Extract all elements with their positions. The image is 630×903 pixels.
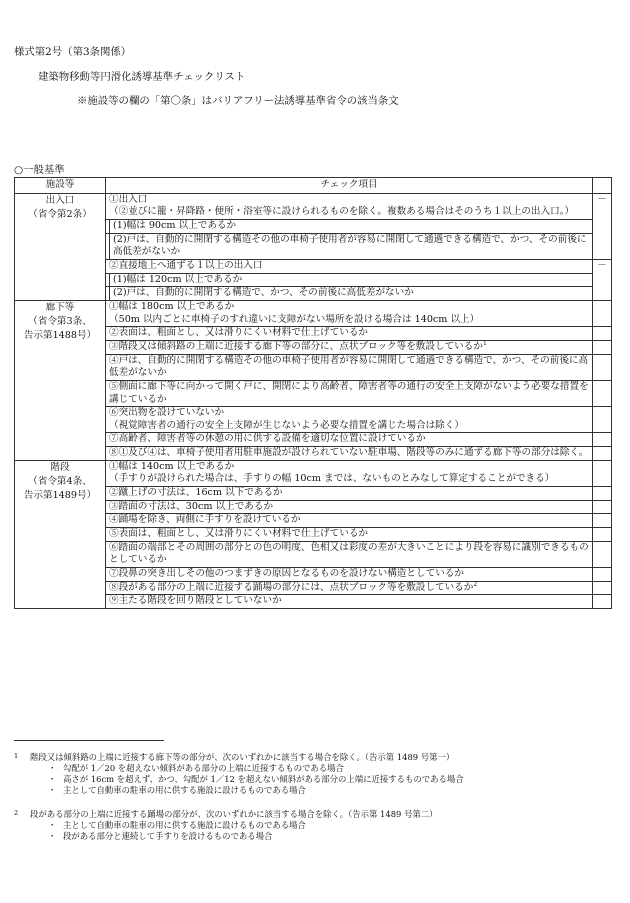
footnote-divider (14, 740, 164, 741)
header-note: ※施設等の欄の「第〇条」はバリアフリー法誘導基準省令の該当条文 (77, 95, 399, 107)
check-item: ①出入口 （②並びに籠・昇降路・便所・浴室等に設けられるものを除く。複数ある場合はそのうち１以上の出入口。） (106, 193, 593, 219)
check-item: ⑥突出物を設けていないか （視覚障害者の通行の安全上支障が生じないよう必要な措置を講じた場合は除く） (106, 407, 593, 433)
column-header-check-items: チェック項目 (106, 178, 593, 194)
check-item: ⑧段がある部分の上端に近接する踊場の部分には、点状ブロック等を敷設しているか$^2$ (106, 581, 593, 595)
column-header-facility: 施設等 (15, 178, 106, 194)
check-item: ②表面は、粗面とし、又は滑りにくい材料で仕上げているか (106, 327, 593, 341)
form-number: 様式第2号（第3条関係） (14, 46, 132, 58)
column-header-mark (593, 178, 612, 194)
facility-corridor: 廊下等 （省令第3条、 告示第1488号） (15, 300, 106, 460)
check-cell[interactable] (593, 407, 612, 433)
check-cell[interactable] (593, 460, 612, 486)
check-item: (2)戸は、自動的に開閉する構造で、かつ、その前後に高低差がないか (106, 287, 593, 301)
check-item: (2)戸は、自動的に開閉する構造その他の車椅子使用者が容易に開閉して通過できる構造で、かつ、その前後に高低差がないか (106, 233, 593, 259)
check-cell[interactable] (593, 595, 612, 609)
footnote-ref: 1 (482, 339, 487, 347)
check-cell[interactable] (593, 514, 612, 528)
check-item: ⑥踏面の端部とその周囲の部分との色の明度、色相又は彩度の差が大きいことにより段を容易に識別できるものとしているか (106, 541, 593, 567)
check-cell[interactable] (593, 354, 612, 380)
check-cell[interactable] (593, 581, 612, 595)
check-item: ①幅は 180cm 以上であるか （50m 以内ごとに車椅子のすれ違いに支障がない場所を設ける場合は 140cm 以上） (106, 300, 593, 326)
table-header-row (15, 178, 612, 194)
check-item: (1)幅は 120cm 以上であるか (106, 273, 593, 287)
check-item: ④踊場を除き、両側に手すりを設けているか (106, 514, 593, 528)
document-title: 建築物移動等円滑化誘導基準チェックリスト (38, 71, 246, 83)
check-item: ⑤側面に廊下等に向かって開く戸に、開閉により高齢者、障害者等の通行の安全上支障がないよう必要な措置を講じているか (106, 380, 593, 406)
check-cell[interactable] (593, 433, 612, 447)
check-item: ⑦段鼻の突き出しその他のつまずきの原因となるものを設けない構造としているか (106, 568, 593, 582)
facility-entrance: 出入口 （省令第2条） (15, 193, 106, 300)
check-item: ⑧①及び④は、車椅子使用者用駐車施設が設けられていない駐車場、階段等のみに通ずる廊下等の部分は除く。 (106, 447, 593, 461)
check-item: ③階段又は傾斜路の上端に近接する廊下等の部分に、点状ブロック等を敷設しているか$^1$ (106, 340, 593, 354)
check-cell[interactable] (593, 541, 612, 567)
check-item: ②蹴上げの寸法は、16cm 以下であるか (106, 487, 593, 501)
check-cell[interactable] (593, 568, 612, 582)
footnote-1: 1 階段又は傾斜路の上端に近接する廊下等の部分が、次のいずれかに該当する場合を除く。（告示第 1489 号第一） ・ 勾配が 1／20 を超えない傾斜がある部分の上端に近接するものである場合 ・ 高さが 16cm を超えず、かつ、勾配が 1／12 を超えない傾斜がある部分の上端に近接するものである場合 ・ 主として自動車の駐車の用に供する施設に設けるものである場合 (14, 752, 614, 796)
table-row (15, 460, 612, 486)
check-item: ③踏面の寸法は、30cm 以上であるか (106, 500, 593, 514)
check-item: ⑦高齢者、障害者等の休憩の用に供する設備を適切な位置に設けているか (106, 433, 593, 447)
check-cell[interactable]: － (593, 259, 612, 300)
section-heading: ○一般基準 (14, 164, 65, 176)
table-row (15, 300, 612, 326)
check-item: ⑨主たる階段を回り階段としていないか (106, 595, 593, 609)
footnote-2: 2 段がある部分の上端に近接する踊場の部分が、次のいずれかに該当する場合を除く。（告示第 1489 号第二） ・ 主として自動車の駐車の用に供する施設に設けるものである場合 ・ 段がある部分と連続して手すりを設けるものである場合 (14, 809, 614, 842)
check-cell[interactable] (593, 380, 612, 406)
check-item: ①幅は 140cm 以上であるか （手すりが設けられた場合は、手すりの幅 10cm までは、ないものとみなして算定することができる） (106, 460, 593, 486)
check-item: ②直接地上へ通ずる１以上の出入口 (106, 259, 593, 273)
footnote-ref: 2 (473, 580, 478, 588)
check-cell[interactable] (593, 340, 612, 354)
check-item: (1)幅は 90cm 以上であるか (106, 219, 593, 233)
check-item: ⑤表面は、粗面とし、又は滑りにくい材料で仕上げているか (106, 528, 593, 542)
check-cell[interactable] (593, 447, 612, 461)
check-cell[interactable] (593, 500, 612, 514)
facility-stairs: 階段 （省令第4条、 告示第1489号） (15, 460, 106, 608)
check-cell[interactable]: － (593, 193, 612, 259)
check-cell[interactable] (593, 300, 612, 326)
table-row (15, 193, 612, 219)
check-cell[interactable] (593, 327, 612, 341)
checklist-table (14, 177, 612, 609)
check-item: ④戸は、自動的に開閉する構造その他の車椅子使用者が容易に開閉して通過できる構造で、かつ、その前後に高低差がないか (106, 354, 593, 380)
check-cell[interactable] (593, 487, 612, 501)
check-cell[interactable] (593, 528, 612, 542)
